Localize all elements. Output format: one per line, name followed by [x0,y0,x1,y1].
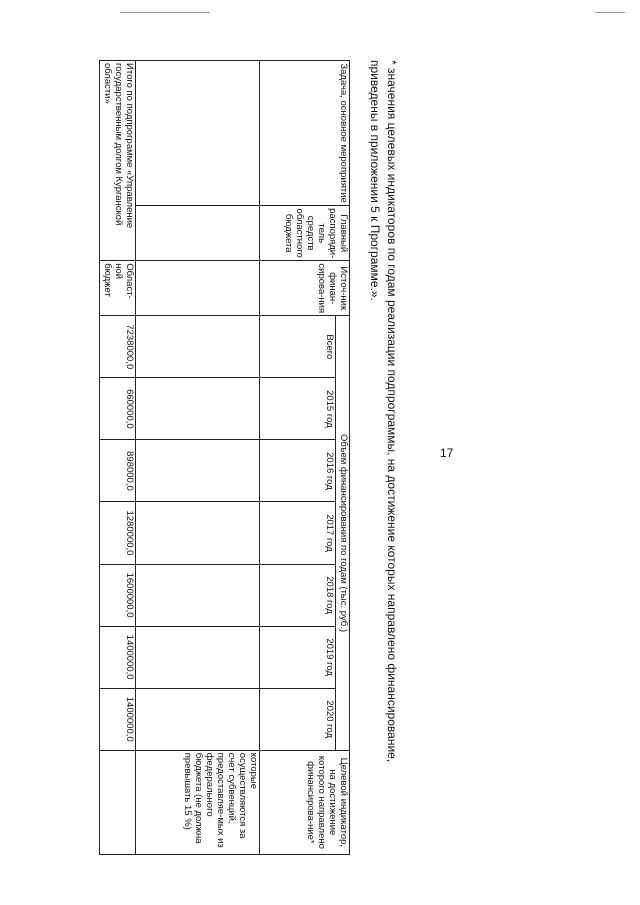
header-year-2019: 2019 год [260,626,336,688]
footnote-line-1: * значения целевых индикаторов по годам реализации подпрограммы, на достижение которых направлено финансирование, [385,60,399,763]
cell [136,440,260,502]
cell [136,316,260,378]
header-source: Источ-ник финан-сирова-ния [260,261,350,316]
header-volume: Объем финансирования по годам (тыс. руб.) [336,316,350,750]
header-year-2018: 2018 год [260,564,336,626]
header-task: Задача, основное мероприятие [260,61,350,206]
footnote-line-2: приведены в приложении 5 к Программе.». [367,60,382,301]
scan-mark [120,12,210,13]
cell [136,564,260,626]
cell [136,61,260,206]
total-2019: 1400000,0 [100,626,136,688]
financing-table [99,60,350,855]
cell [136,502,260,564]
cell [136,261,260,316]
target-text-cell: которые осуществляются за счет субвенций, предоставляе-мых из федерального бюджета (не должна превышать 15 %) [136,750,260,854]
footnote-region [355,60,400,855]
scan-mark [595,12,625,13]
total-label: Итого по подпрограмме «Управление государственным долгом Курганской области» [100,61,136,261]
total-2020: 1400000,0 [100,688,136,750]
cell [136,378,260,440]
footnote [355,60,400,855]
cell [100,750,136,854]
financing-table-region [100,60,350,855]
header-year-2016: 2016 год [260,440,336,502]
total-value: 7238000,0 [100,316,136,378]
total-source: Област-ной бюджет [100,261,136,316]
header-total: Всего [260,316,336,378]
page-number: 17 [440,446,454,460]
header-manager: Главный распоряди-тель средств областного бюджета [260,206,350,261]
total-2018: 1600000,0 [100,564,136,626]
total-row [100,61,136,855]
cell [136,688,260,750]
header-year-2020: 2020 год [260,688,336,750]
cell [136,626,260,688]
header-year-2015: 2015 год [260,378,336,440]
table-row [136,61,260,855]
total-2016: 898000,0 [100,440,136,502]
cell [136,206,260,261]
total-2017: 1280000,0 [100,502,136,564]
header-target: Целевой индикатор, на достижение которого направлено финансирова-ние* [260,750,350,854]
total-2015: 660000,0 [100,378,136,440]
header-year-2017: 2017 год [260,502,336,564]
